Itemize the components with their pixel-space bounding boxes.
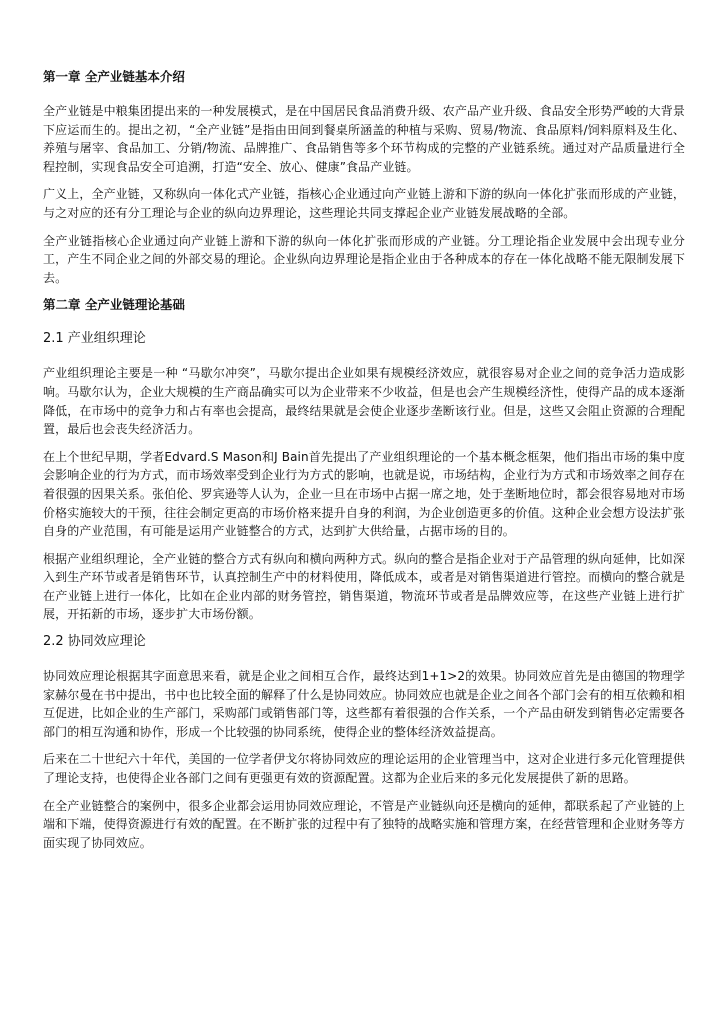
section-2-2-title: 2.2 协同效应理论 — [43, 634, 146, 650]
chapter-1-paragraph: 广义上，全产业链，又称纵向一体化式产业链，指核心企业通过向产业链上游和下游的纵向一体化扩张而形成的产业链，与之对应的还有分工理论与企业的纵向边界理论，这些理论共同支撑起企业产业链发展战略的全部。 — [43, 187, 685, 220]
chapter-1-paragraph: 全产业链指核心企业通过向产业链上游和下游的纵向一体化扩张而形成的产业链。分工理论指企业发展中会出现专业分工，产生不同企业之间的外部交易的理论。企业纵向边界理论是指企业由于各种成本的存在一体化战略不能无限制发展下去。 — [43, 233, 685, 285]
chapter-2-title: 第二章 全产业链理论基础 — [43, 297, 185, 313]
document-page — [43, 68, 685, 861]
chapter-1-paragraph: 全产业链是中粮集团提出来的一种发展模式，是在中国居民食品消费升级、农产品产业升级、食品安全形势严峻的大背景下应运而生的。提出之初，“全产业链”是指由田间到餐桌所涵盖的种植与采购、贸易/物流、食品原料/饲料原料及生化、养殖与屠宰、食品加工、分销/物流、品牌推广、食品销售等多个环节构成的完整的产业链系统。通过对产品质量进行全程控制，实现食品安全可追溯，打造“安全、放心、健康”食品产业链。 — [43, 104, 685, 174]
section-2-1-paragraph: 根据产业组织理论，全产业链的整合方式有纵向和横向两种方式。纵向的整合是指企业对于产品管理的纵向延伸，比如深入到生产环节或者是销售环节，认真控制生产中的材料使用，降低成本，或者是对销售渠道进行管控。而横向的整合就是在产业链上进行一体化，比如在企业内部的财务管控，销售渠道，物流环节或者是品牌效应等，在这些产业链上进行扩展，开拓新的市场，逐步扩大市场份额。 — [43, 551, 685, 622]
section-2-2-paragraph: 在全产业链整合的案例中，很多企业都会运用协同效应理论，不管是产业链纵向还是横向的延伸，都联系起了产业链的上端和下端，使得资源进行有效的配置。在不断扩张的过程中有了独特的战略实施和管理方案，在经营管理和企业财务等方面实现了协同效应。 — [43, 798, 685, 850]
section-2-2-paragraph: 后来在二十世纪六十年代，美国的一位学者伊戈尔将协同效应的理论运用的企业管理当中，这对企业进行多元化管理提供了理论支持，也使得企业各部门之间有更强更有效的资源配置。这都为企业后来的多元化发展提供了新的思路。 — [43, 752, 685, 786]
section-2-1-paragraph: 在上个世纪早期，学者Edvard.S Mason和J Bain首先提出了产业组织理论的一个基本概念框架，他们指出市场的集中度会影响企业的行为方式，而市场效率受到企业行为方式的影响，也就是说，市场结构，企业行为方式和市场效率之间存在着很强的因果关系。张伯伦、罗宾逊等人认为，企业一旦在市场中占据一席之地，处于垄断地位时，都会很容易地对市场价格实施较大的干预，往往会制定更高的市场价格来提升自身的利润，为企业创造更多的价值。这种企业会想方设法扩张自身的产业范围，有可能是运用产业链整合的方式，达到扩大供给量，占据市场的目的。 — [43, 449, 685, 539]
chapter-1-title: 第一章 全产业链基本介绍 — [43, 69, 185, 84]
section-2-1-paragraph: 产业组织理论主要是一种 “马歇尔冲突”，马歇尔提出企业如果有规模经济效应，就很容易对企业之间的竞争活力造成影响。马歇尔认为，企业大规模的生产商品确实可以为企业带来不少收益，但是也会产生规模经济性，使得产品的成本逐渐降低，在市场中的竞争力和占有率也会提高，最终结果就是会使企业逐步垄断该行业。但是，这些又会阻止资源的合理配置，最后也会丧失经济活力。 — [43, 366, 685, 437]
section-2-2-paragraph: 协同效应理论根据其字面意思来看，就是企业之间相互合作，最终达到1+1>2的效果。协同效应首先是由德国的物理学家赫尔曼在书中提出，书中也比较全面的解释了什么是协同效应。协同效应也就是企业之间各个部门会有的相互依赖和相互促进，比如企业的生产部门，采购部门或销售部门等，这些都有着很强的合作关系，一个产品由研发到销售必定需要各部门的相互沟通和协作，形成一个比较强的协同系统，使得企业的整体经济效益提高。 — [43, 669, 685, 739]
section-2-1-title: 2.1 产业组织理论 — [43, 331, 146, 347]
